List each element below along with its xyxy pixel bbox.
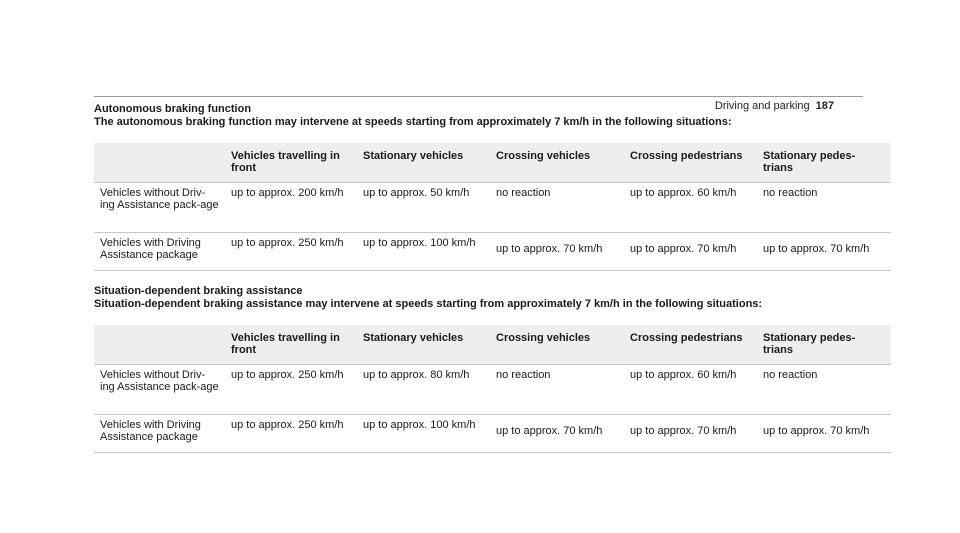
header-cell: Vehicles travelling in front — [225, 143, 357, 183]
table-row — [94, 365, 891, 415]
table-cell: up to approx. 50 km/h — [357, 183, 490, 233]
table-cell: Vehicles with Driving Assistance package — [94, 415, 225, 453]
table-cell: up to approx. 70 km/h — [757, 415, 891, 453]
table-header-row — [94, 325, 891, 365]
table-cell: up to approx. 250 km/h — [225, 415, 357, 453]
table-cell: up to approx. 70 km/h — [757, 233, 891, 271]
table-cell: up to approx. 100 km/h — [357, 415, 490, 453]
header-rule — [94, 96, 863, 97]
table-cell: no reaction — [490, 365, 624, 415]
running-head-section: Driving and parking — [714, 100, 810, 112]
header-cell: Stationary vehicles — [357, 143, 490, 183]
table-cell: up to approx. 70 km/h — [490, 415, 624, 453]
table-cell: up to approx. 200 km/h — [225, 183, 357, 233]
table-row — [94, 183, 891, 233]
section-title: Autonomous braking function — [94, 103, 252, 115]
table-row — [94, 415, 891, 453]
header-cell: Stationary vehicles — [357, 325, 490, 365]
table-cell: Vehicles without Driv-ing Assistance pack-age — [94, 365, 225, 415]
header-cell: Crossing pedestrians — [624, 325, 757, 365]
header-cell: Crossing vehicles — [490, 143, 624, 183]
header-cell: Crossing vehicles — [490, 325, 624, 365]
table-cell: no reaction — [490, 183, 624, 233]
table-cell: up to approx. 60 km/h — [624, 183, 757, 233]
table-cell: no reaction — [757, 183, 891, 233]
table-cell: up to approx. 70 km/h — [490, 233, 624, 271]
table-cell: up to approx. 70 km/h — [624, 233, 757, 271]
section-intro: Situation-dependent braking assistance may intervene at speeds starting from approximately 7 km/h in the following situations: — [94, 298, 763, 310]
header-cell: Stationary pedes-trians — [757, 143, 891, 183]
table-cell: Vehicles with Driving Assistance package — [94, 233, 225, 271]
table-row — [94, 233, 891, 271]
table-cell: up to approx. 250 km/h — [225, 365, 357, 415]
section-title: Situation-dependent braking assistance — [94, 285, 303, 297]
header-cell: Stationary pedes-trians — [757, 325, 891, 365]
speed-table — [94, 325, 891, 453]
table-cell: up to approx. 60 km/h — [624, 365, 757, 415]
speed-table — [94, 143, 891, 271]
header-cell — [94, 325, 225, 365]
header-cell: Crossing pedestrians — [624, 143, 757, 183]
section-autonomous-braking — [94, 103, 891, 271]
section-intro: The autonomous braking function may intervene at speeds starting from approximately 7 km/h in the following situations: — [94, 116, 732, 128]
table-cell: Vehicles without Driv-ing Assistance pack-age — [94, 183, 225, 233]
table-cell: up to approx. 100 km/h — [357, 233, 490, 271]
page-number: 187 — [815, 100, 834, 112]
header-cell — [94, 143, 225, 183]
table-header-row — [94, 143, 891, 183]
table-cell: up to approx. 80 km/h — [357, 365, 490, 415]
table-cell: up to approx. 70 km/h — [624, 415, 757, 453]
table-cell: no reaction — [757, 365, 891, 415]
section-situation-braking — [94, 285, 891, 453]
header-cell: Vehicles travelling in front — [225, 325, 357, 365]
table-cell: up to approx. 250 km/h — [225, 233, 357, 271]
